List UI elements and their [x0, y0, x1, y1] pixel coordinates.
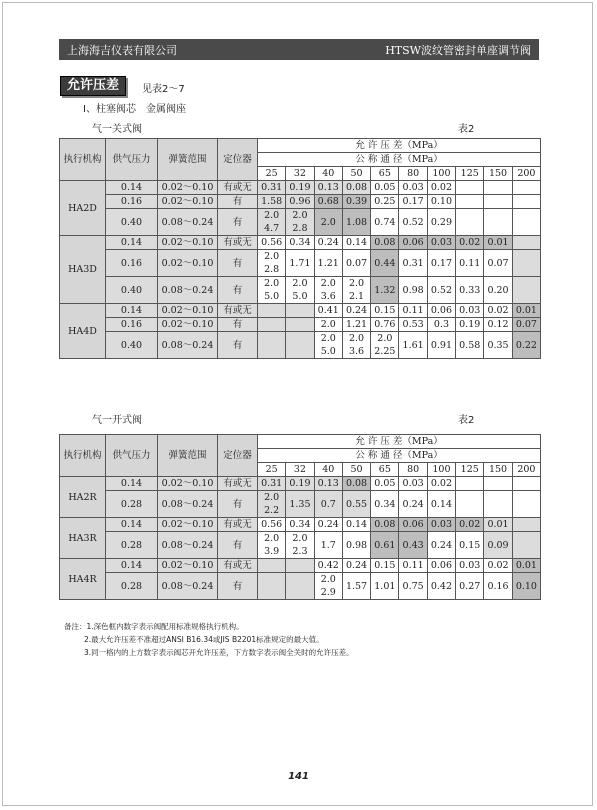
- pressure-cell: 0.52: [427, 277, 455, 304]
- supply-pressure: 0.40: [106, 332, 158, 359]
- pressure-cell: [512, 250, 540, 277]
- see-reference: 见表2～7: [142, 84, 185, 95]
- diameter-header: 32: [286, 463, 314, 477]
- diameter-header: 25: [258, 463, 286, 477]
- diameter-header: 200: [512, 463, 540, 477]
- spring-range: 0.08～0.24: [158, 209, 218, 236]
- pressure-cell: 2.0 2.1: [342, 277, 370, 304]
- pressure-cell: 0.42: [314, 559, 342, 573]
- pressure-cell: 2.0 2.25: [371, 332, 399, 359]
- supply-pressure: 0.40: [106, 277, 158, 304]
- positioner: 有: [218, 250, 258, 277]
- diameter-header: 150: [484, 167, 512, 181]
- positioner: 有: [218, 332, 258, 359]
- pressure-cell: [512, 477, 540, 491]
- table-row: [60, 195, 541, 209]
- supply-pressure: 0.14: [106, 181, 158, 195]
- pressure-table-air-open: [59, 434, 541, 600]
- spring-range: 0.02～0.10: [158, 318, 218, 332]
- pressure-cell: 0.39: [342, 195, 370, 209]
- table-row: [60, 277, 541, 304]
- spring-range: 0.02～0.10: [158, 518, 218, 532]
- pressure-cell: 0.15: [371, 559, 399, 573]
- supply-pressure: 0.14: [106, 518, 158, 532]
- supply-pressure: 0.40: [106, 209, 158, 236]
- spring-range: 0.02～0.10: [158, 250, 218, 277]
- pressure-cell: 0.03: [399, 477, 427, 491]
- pressure-cell: 0.68: [314, 195, 342, 209]
- pressure-cell: 1.08: [342, 209, 370, 236]
- pressure-cell: 2.0 2.8: [286, 209, 314, 236]
- column-header: 执行机构: [60, 435, 106, 477]
- table-row: [60, 236, 541, 250]
- pressure-cell: 0.44: [371, 250, 399, 277]
- pressure-cell: 0.22: [512, 332, 540, 359]
- pressure-cell: 1.57: [342, 573, 370, 600]
- pressure-cell: [512, 195, 540, 209]
- pressure-cell: 0.12: [484, 318, 512, 332]
- spring-range: 0.02～0.10: [158, 236, 218, 250]
- diameter-header: 50: [342, 463, 370, 477]
- sub-title: 公 称 通 径（MPa）: [258, 449, 541, 463]
- pressure-cell: [456, 477, 484, 491]
- diameter-header: 125: [456, 463, 484, 477]
- pressure-cell: 2.0 2.3: [286, 532, 314, 559]
- pressure-cell: 0.34: [371, 491, 399, 518]
- spring-range: 0.02～0.10: [158, 559, 218, 573]
- pressure-cell: [512, 181, 540, 195]
- pressure-cell: 1.21: [342, 318, 370, 332]
- pressure-cell: 0.06: [399, 518, 427, 532]
- column-header: 执行机构: [60, 139, 106, 181]
- diameter-header: 150: [484, 463, 512, 477]
- pressure-cell: 2.0 2.9: [314, 573, 342, 600]
- actuator-name: HA4D: [60, 304, 106, 359]
- supply-pressure: 0.28: [106, 573, 158, 600]
- pressure-cell: 0.05: [371, 477, 399, 491]
- pressure-cell: [512, 518, 540, 532]
- page-number: 141: [288, 771, 309, 782]
- pressure-cell: [286, 559, 314, 573]
- pressure-cell: [512, 277, 540, 304]
- column-header: 弹簧范围: [158, 139, 218, 181]
- pressure-cell: 0.25: [371, 195, 399, 209]
- diameter-header: 80: [399, 463, 427, 477]
- spring-range: 0.02～0.10: [158, 181, 218, 195]
- pressure-cell: 1.35: [286, 491, 314, 518]
- pressure-table-air-close: [59, 138, 541, 359]
- table-row: [60, 304, 541, 318]
- note-3: 3.同一格内的上方数字表示阀芯开允许压差，下方数字表示阀全关时的允许压差。: [84, 648, 354, 657]
- pressure-cell: [258, 573, 286, 600]
- positioner: 有或无: [218, 304, 258, 318]
- supply-pressure: 0.16: [106, 195, 158, 209]
- pressure-cell: 0.08: [371, 518, 399, 532]
- pressure-cell: 0.98: [342, 532, 370, 559]
- pressure-cell: 0.03: [456, 304, 484, 318]
- table-row: [60, 181, 541, 195]
- table-row: [60, 532, 541, 559]
- pressure-cell: [286, 332, 314, 359]
- pressure-cell: 0.02: [427, 477, 455, 491]
- pressure-cell: 0.24: [427, 532, 455, 559]
- actuator-name: HA4R: [60, 559, 106, 600]
- pressure-cell: 0.11: [399, 559, 427, 573]
- pressure-cell: 0.7: [314, 491, 342, 518]
- pressure-cell: 0.14: [342, 518, 370, 532]
- pressure-cell: 0.74: [371, 209, 399, 236]
- spring-range: 0.08～0.24: [158, 532, 218, 559]
- pressure-cell: 1.21: [314, 250, 342, 277]
- spring-range: 0.08～0.24: [158, 332, 218, 359]
- pressure-cell: [258, 304, 286, 318]
- pressure-cell: 0.53: [399, 318, 427, 332]
- pressure-cell: 0.34: [286, 518, 314, 532]
- table-row: [60, 318, 541, 332]
- pressure-cell: 2.0 3.6: [314, 277, 342, 304]
- pressure-cell: 0.11: [456, 250, 484, 277]
- pressure-cell: 0.14: [427, 491, 455, 518]
- diameter-header: 25: [258, 167, 286, 181]
- table1-tag: 表2: [458, 124, 475, 135]
- pressure-cell: [258, 332, 286, 359]
- pressure-cell: 0.01: [512, 304, 540, 318]
- table2-caption: 气一开式阀: [92, 415, 142, 426]
- diameter-header: 80: [399, 167, 427, 181]
- table-row: [60, 573, 541, 600]
- pressure-cell: [258, 318, 286, 332]
- company-name: 上海海吉仪表有限公司: [67, 43, 177, 57]
- pressure-cell: 1.7: [314, 532, 342, 559]
- pressure-cell: 2.0 3.9: [258, 532, 286, 559]
- positioner: 有: [218, 491, 258, 518]
- pressure-cell: 0.01: [484, 518, 512, 532]
- pressure-cell: [456, 491, 484, 518]
- group-title: 允 许 压 差（MPa）: [258, 435, 541, 449]
- section-title: 允许压差: [60, 76, 126, 96]
- pressure-cell: 0.03: [456, 559, 484, 573]
- pressure-cell: 0.35: [484, 332, 512, 359]
- supply-pressure: 0.14: [106, 236, 158, 250]
- pressure-cell: 0.02: [427, 181, 455, 195]
- pressure-cell: 0.41: [314, 304, 342, 318]
- pressure-cell: [512, 236, 540, 250]
- subsection-title: Ⅰ、柱塞阀芯 金属阀座: [83, 104, 186, 115]
- pressure-cell: 0.31: [258, 477, 286, 491]
- spring-range: 0.02～0.10: [158, 195, 218, 209]
- column-header: 定位器: [218, 435, 258, 477]
- positioner: 有: [218, 195, 258, 209]
- pressure-cell: 0.11: [399, 304, 427, 318]
- table1-caption: 气一关式阀: [92, 124, 142, 135]
- pressure-cell: 0.75: [399, 573, 427, 600]
- pressure-cell: 0.05: [371, 181, 399, 195]
- pressure-cell: 0.29: [427, 209, 455, 236]
- table-row: [60, 491, 541, 518]
- diameter-header: 100: [427, 167, 455, 181]
- sub-title: 公 称 通 径（MPa）: [258, 153, 541, 167]
- pressure-cell: 0.10: [427, 195, 455, 209]
- pressure-cell: 0.14: [342, 236, 370, 250]
- table-row: [60, 209, 541, 236]
- pressure-cell: 0.56: [258, 236, 286, 250]
- pressure-cell: 1.32: [371, 277, 399, 304]
- pressure-cell: 0.06: [399, 236, 427, 250]
- actuator-name: HA3R: [60, 518, 106, 559]
- pressure-cell: 0.20: [484, 277, 512, 304]
- pressure-cell: 0.24: [314, 518, 342, 532]
- pressure-cell: [484, 195, 512, 209]
- pressure-cell: 0.58: [456, 332, 484, 359]
- pressure-cell: 0.02: [484, 559, 512, 573]
- pressure-cell: 0.55: [342, 491, 370, 518]
- positioner: 有或无: [218, 477, 258, 491]
- pressure-cell: 0.3: [427, 318, 455, 332]
- pressure-cell: [512, 532, 540, 559]
- actuator-name: HA3D: [60, 236, 106, 304]
- pressure-cell: 0.15: [456, 532, 484, 559]
- pressure-cell: 2.0 2.8: [258, 250, 286, 277]
- positioner: 有: [218, 532, 258, 559]
- pressure-cell: 0.27: [456, 573, 484, 600]
- pressure-cell: [286, 573, 314, 600]
- pressure-cell: 0.31: [399, 250, 427, 277]
- supply-pressure: 0.28: [106, 491, 158, 518]
- pressure-cell: [484, 477, 512, 491]
- table-row: [60, 332, 541, 359]
- positioner: 有: [218, 573, 258, 600]
- diameter-header: 125: [456, 167, 484, 181]
- pressure-cell: 0.06: [427, 304, 455, 318]
- pressure-cell: [456, 181, 484, 195]
- pressure-cell: 2.0 5.0: [314, 332, 342, 359]
- pressure-cell: [456, 195, 484, 209]
- pressure-cell: [484, 209, 512, 236]
- pressure-cell: 0.96: [286, 195, 314, 209]
- pressure-cell: 0.01: [484, 236, 512, 250]
- pressure-cell: 0.16: [484, 573, 512, 600]
- pressure-cell: 0.02: [484, 304, 512, 318]
- pressure-cell: 0.02: [456, 236, 484, 250]
- pressure-cell: 0.17: [399, 195, 427, 209]
- pressure-cell: 0.19: [286, 181, 314, 195]
- supply-pressure: 0.14: [106, 559, 158, 573]
- diameter-header: 65: [371, 167, 399, 181]
- pressure-cell: 0.42: [427, 573, 455, 600]
- pressure-cell: 2.0: [314, 318, 342, 332]
- pressure-cell: 0.08: [342, 477, 370, 491]
- page-frame: [2, 2, 593, 806]
- actuator-name: HA2R: [60, 477, 106, 518]
- spring-range: 0.02～0.10: [158, 477, 218, 491]
- group-title: 允 许 压 差（MPa）: [258, 139, 541, 153]
- column-header: 供气压力: [106, 435, 158, 477]
- pressure-cell: 1.01: [371, 573, 399, 600]
- diameter-header: 200: [512, 167, 540, 181]
- pressure-cell: 2.0 5.0: [258, 277, 286, 304]
- positioner: 有或无: [218, 559, 258, 573]
- spring-range: 0.08～0.24: [158, 277, 218, 304]
- supply-pressure: 0.14: [106, 477, 158, 491]
- pressure-cell: 2.0 5.0: [286, 277, 314, 304]
- table-row: [60, 559, 541, 573]
- positioner: 有或无: [218, 181, 258, 195]
- pressure-cell: 0.15: [371, 304, 399, 318]
- column-header: 定位器: [218, 139, 258, 181]
- supply-pressure: 0.16: [106, 318, 158, 332]
- pressure-cell: 0.13: [314, 181, 342, 195]
- pressure-cell: [456, 209, 484, 236]
- pressure-cell: 0.52: [399, 209, 427, 236]
- spring-range: 0.08～0.24: [158, 491, 218, 518]
- pressure-cell: 0.24: [399, 491, 427, 518]
- pressure-cell: [484, 181, 512, 195]
- pressure-cell: 0.34: [286, 236, 314, 250]
- positioner: 有: [218, 318, 258, 332]
- note-1: 备注：1.深色框内数字表示阀配用标准规格执行机构。: [64, 622, 244, 631]
- positioner: 有: [218, 277, 258, 304]
- table2-tag: 表2: [458, 415, 475, 426]
- pressure-cell: 2.0 2.2: [258, 491, 286, 518]
- supply-pressure: 0.16: [106, 250, 158, 277]
- diameter-header: 40: [314, 463, 342, 477]
- diameter-header: 32: [286, 167, 314, 181]
- pressure-cell: [512, 491, 540, 518]
- actuator-name: HA2D: [60, 181, 106, 236]
- spring-range: 0.08～0.24: [158, 573, 218, 600]
- pressure-cell: 2.0: [314, 209, 342, 236]
- pressure-cell: [286, 318, 314, 332]
- notes: [64, 620, 354, 659]
- pressure-cell: 0.98: [399, 277, 427, 304]
- pressure-cell: 2.0 4.7: [258, 209, 286, 236]
- pressure-cell: 0.09: [484, 532, 512, 559]
- pressure-cell: 1.58: [258, 195, 286, 209]
- pressure-cell: 0.24: [342, 559, 370, 573]
- pressure-cell: 0.24: [342, 304, 370, 318]
- supply-pressure: 0.28: [106, 532, 158, 559]
- positioner: 有: [218, 209, 258, 236]
- pressure-cell: 1.71: [286, 250, 314, 277]
- pressure-cell: 0.91: [427, 332, 455, 359]
- pressure-cell: 0.24: [314, 236, 342, 250]
- pressure-cell: [512, 209, 540, 236]
- pressure-cell: 0.03: [427, 236, 455, 250]
- diameter-header: 40: [314, 167, 342, 181]
- pressure-cell: 0.31: [258, 181, 286, 195]
- positioner: 有或无: [218, 518, 258, 532]
- pressure-cell: [484, 491, 512, 518]
- column-header: 供气压力: [106, 139, 158, 181]
- pressure-cell: 0.10: [512, 573, 540, 600]
- positioner: 有或无: [218, 236, 258, 250]
- pressure-cell: 0.17: [427, 250, 455, 277]
- pressure-cell: [258, 559, 286, 573]
- spring-range: 0.02～0.10: [158, 304, 218, 318]
- pressure-cell: 0.06: [427, 559, 455, 573]
- pressure-cell: 0.03: [427, 518, 455, 532]
- diameter-header: 100: [427, 463, 455, 477]
- pressure-cell: 0.07: [342, 250, 370, 277]
- pressure-cell: 0.61: [371, 532, 399, 559]
- pressure-cell: 2.0 3.6: [342, 332, 370, 359]
- pressure-cell: 0.33: [456, 277, 484, 304]
- pressure-cell: 0.08: [342, 181, 370, 195]
- page-header: [59, 39, 539, 60]
- diameter-header: 50: [342, 167, 370, 181]
- supply-pressure: 0.14: [106, 304, 158, 318]
- pressure-cell: 0.08: [371, 236, 399, 250]
- table-row: [60, 250, 541, 277]
- product-name: HTSW波纹管密封单座调节阀: [385, 43, 531, 57]
- pressure-cell: 0.43: [399, 532, 427, 559]
- pressure-cell: 0.01: [512, 559, 540, 573]
- pressure-cell: 0.19: [456, 318, 484, 332]
- column-header: 弹簧范围: [158, 435, 218, 477]
- pressure-cell: 0.19: [286, 477, 314, 491]
- pressure-cell: 0.76: [371, 318, 399, 332]
- pressure-cell: 1.61: [399, 332, 427, 359]
- pressure-cell: 0.07: [484, 250, 512, 277]
- pressure-cell: 0.56: [258, 518, 286, 532]
- table-row: [60, 477, 541, 491]
- pressure-cell: 0.02: [456, 518, 484, 532]
- table-row: [60, 518, 541, 532]
- note-2: 2.最大允许压差不准超过ANSI B16.34或JIS B2201标准规定的最大值。: [84, 635, 324, 644]
- diameter-header: 65: [371, 463, 399, 477]
- pressure-cell: 0.03: [399, 181, 427, 195]
- pressure-cell: [286, 304, 314, 318]
- pressure-cell: 0.13: [314, 477, 342, 491]
- pressure-cell: 0.07: [512, 318, 540, 332]
